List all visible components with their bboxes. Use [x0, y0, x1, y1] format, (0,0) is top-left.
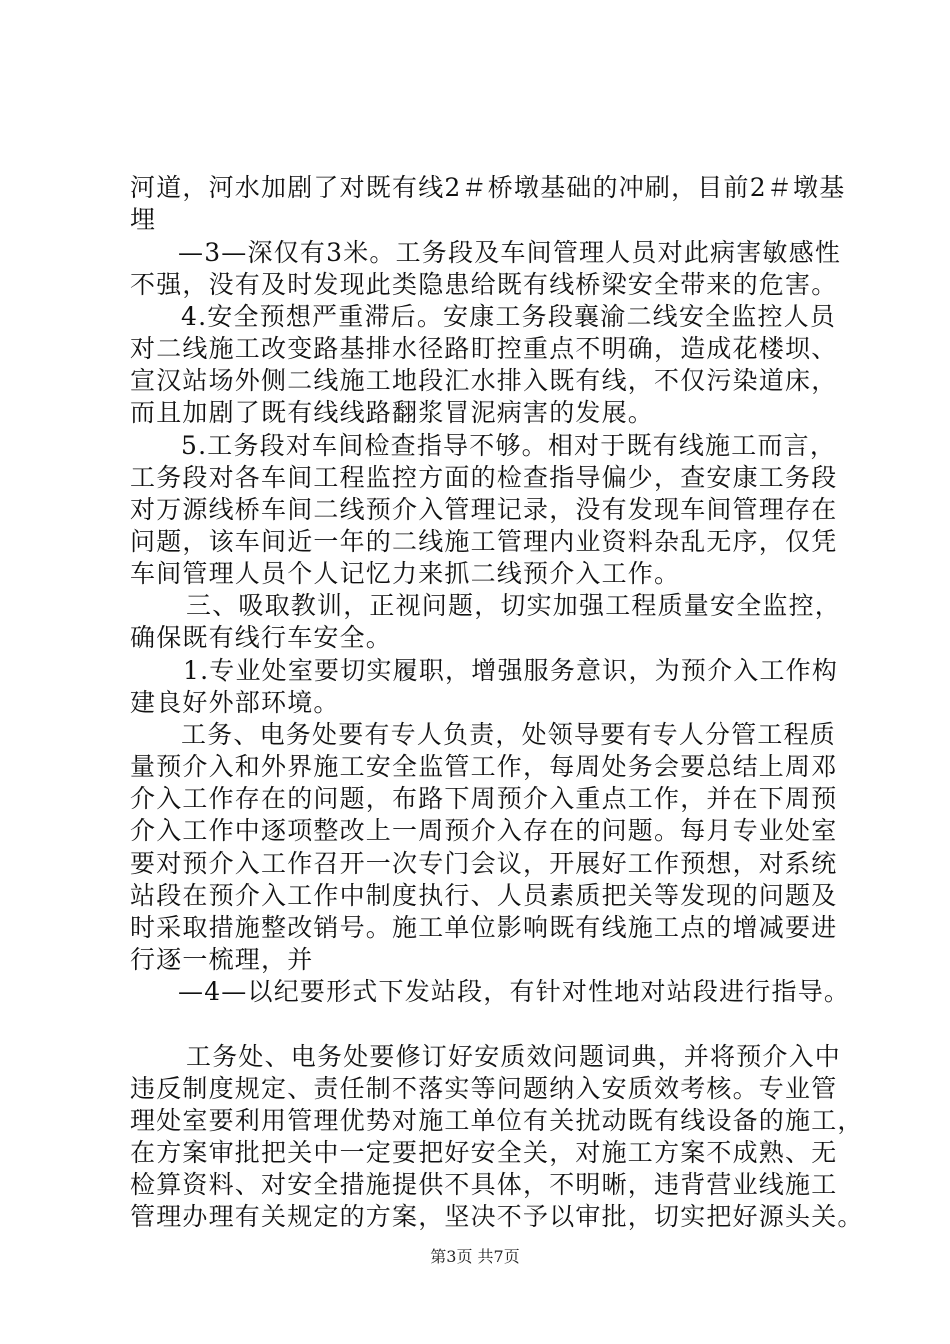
text-line: 而且加剧了既有线线路翻浆冒泥病害的发展。	[130, 398, 655, 427]
text-line: 理处室要利用管理优势对施工单位有关扰动既有线设备的施工，	[130, 1106, 864, 1135]
text-line: 车间管理人员个人记忆力来抓二线预介入工作。	[130, 559, 681, 588]
text-line: 确保既有线行车安全。	[130, 623, 393, 652]
text-line: 在方案审批把关中一定要把好安全关，对施工方案不成熟、无	[130, 1138, 838, 1167]
text-line: 量预介入和外界施工安全监管工作，每周处务会要总结上周邓	[130, 752, 838, 781]
text-line: —4—以纪要形式下发站段，有针对性地对站段进行指导。	[178, 977, 851, 1006]
text-line: 工务处、电务处要修订好安质效问题词典，并将预介入中	[186, 1042, 842, 1071]
text-line: —3—深仅有3米。工务段及车间管理人员对此病害敏感性	[178, 238, 842, 267]
text-line: 问题，该车间近一年的二线施工管理内业资料杂乱无序，仅凭	[130, 527, 838, 556]
text-line: 要对预介入工作召开一次专门会议，开展好工作预想，对系统	[130, 849, 838, 878]
text-line: 行逐一梳理，并	[130, 945, 314, 974]
text-line: 工务、电务处要有专人负责，处领导要有专人分管工程质	[181, 720, 837, 749]
text-line: 宣汉站场外侧二线施工地段汇水排入既有线，不仅污染道床，	[130, 366, 838, 395]
text-line: 4.安全预想严重滞后。安康工务段襄渝二线安全监控人员	[181, 302, 837, 331]
text-line: 站段在预介入工作中制度执行、人员素质把关等发现的问题及	[130, 881, 838, 910]
text-line: 对二线施工改变路基排水径路盯控重点不明确，造成花楼坝、	[130, 334, 838, 363]
text-line: 管理办理有关规定的方案，坚决不予以审批，切实把好源头关。	[130, 1202, 864, 1231]
text-line: 介入工作存在的问题，布路下周预介入重点工作，并在下周预	[130, 784, 838, 813]
text-line: 工务段对各车间工程监控方面的检查指导偏少，查安康工务段	[130, 463, 838, 492]
text-line: 不强，没有及时发现此类隐患给既有线桥梁安全带来的危害。	[130, 270, 838, 299]
page-number-footer: 第3页 共7页	[430, 1247, 520, 1266]
text-line: 三、吸取教训，正视问题，切实加强工程质量安全监控，	[186, 591, 842, 620]
text-line: 违反制度规定、责任制不落实等问题纳入安质效考核。专业管	[130, 1074, 838, 1103]
text-line: 时采取措施整改销号。施工单位影响既有线施工点的增减要进	[130, 913, 838, 942]
text-line: 1.专业处室要切实履职，增强服务意识，为预介入工作构	[183, 656, 839, 685]
text-line: 河道，河水加剧了对既有线2＃桥墩基础的冲刷，目前2＃墩基	[130, 173, 846, 202]
text-line: 检算资料、对安全措施提供不具体，不明晰，违背营业线施工	[130, 1170, 838, 1199]
text-line: 介入工作中逐项整改上一周预介入存在的问题。每月专业处室	[130, 816, 838, 845]
text-line: 埋	[130, 205, 157, 234]
text-line: 建良好外部环境。	[130, 688, 340, 717]
text-line: 对万源线桥车间二线预介入管理记录，没有发现车间管理存在	[130, 495, 838, 524]
text-line: 5.工务段对车间检查指导不够。相对于既有线施工而言，	[181, 431, 837, 460]
